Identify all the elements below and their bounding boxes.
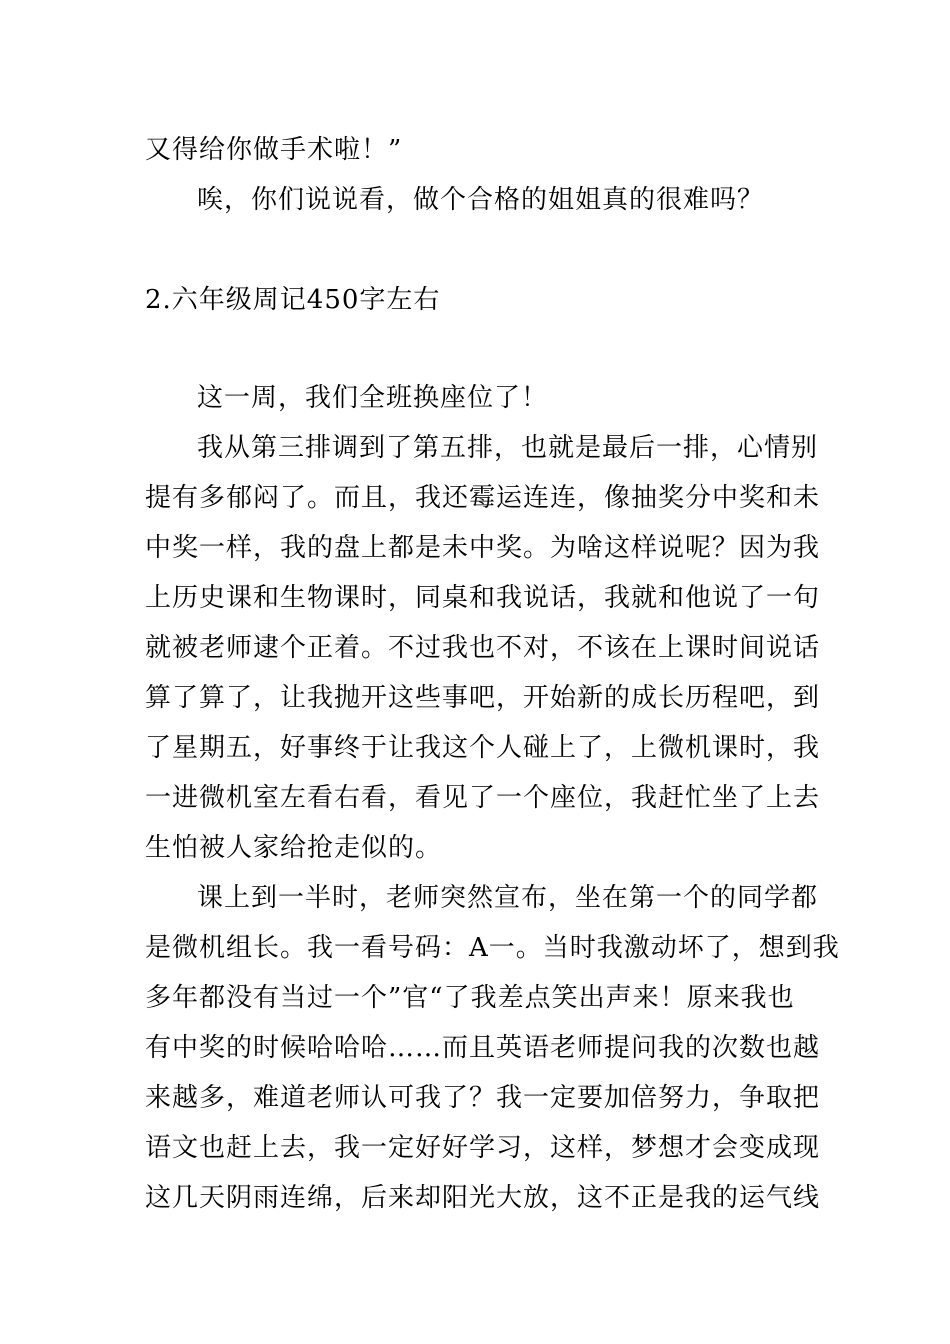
text-line: 是微机组长。我一看号码：A一。当时我激动坏了，想到我 (145, 933, 840, 963)
text-line: 我从第三排调到了第五排，也就是最后一排，心情别 (197, 433, 819, 463)
text-line: 上历史课和生物课时，同桌和我说话，我就和他说了一句 (145, 583, 821, 613)
text-line: 就被老师逮个正着。不过我也不对，不该在上课时间说话 (145, 633, 821, 663)
text-line: 有中奖的时候哈哈哈……而且英语老师提问我的次数也越 (145, 1033, 821, 1063)
text-line: 唉，你们说说看，做个合格的姐姐真的很难吗？ (197, 185, 765, 215)
text-line: 这一周，我们全班换座位了！ (197, 383, 549, 413)
text-line: 又得给你做手术啦！” (145, 135, 403, 165)
text-line: 提有多郁闷了。而且，我还霉运连连，像抽奖分中奖和未 (145, 483, 821, 513)
text-line: 来越多，难道老师认可我了？我一定要加倍努力，争取把 (145, 1083, 821, 1113)
text-line: 多年都没有当过一个”官“了我差点笑出声来！原来我也 (145, 983, 795, 1013)
text-line: 课上到一半时，老师突然宣布，坐在第一个的同学都 (197, 883, 819, 913)
text-line: 了星期五，好事终于让我这个人碰上了，上微机课时，我 (145, 733, 821, 763)
section-heading: 2.六年级周记450字左右 (145, 285, 441, 315)
text-line: 生怕被人家给抢走似的。 (145, 833, 443, 863)
text-line: 语文也赶上去，我一定好好学习，这样，梦想才会变成现 (145, 1133, 821, 1163)
text-line: 中奖一样，我的盘上都是未中奖。为啥这样说呢？因为我 (145, 533, 821, 563)
text-line: 这几天阴雨连绵，后来却阳光大放，这不正是我的运气线 (145, 1183, 821, 1213)
text-line: 一进微机室左看右看，看见了一个座位，我赶忙坐了上去 (145, 783, 821, 813)
text-line: 算了算了，让我抛开这些事吧，开始新的成长历程吧，到 (145, 683, 821, 713)
